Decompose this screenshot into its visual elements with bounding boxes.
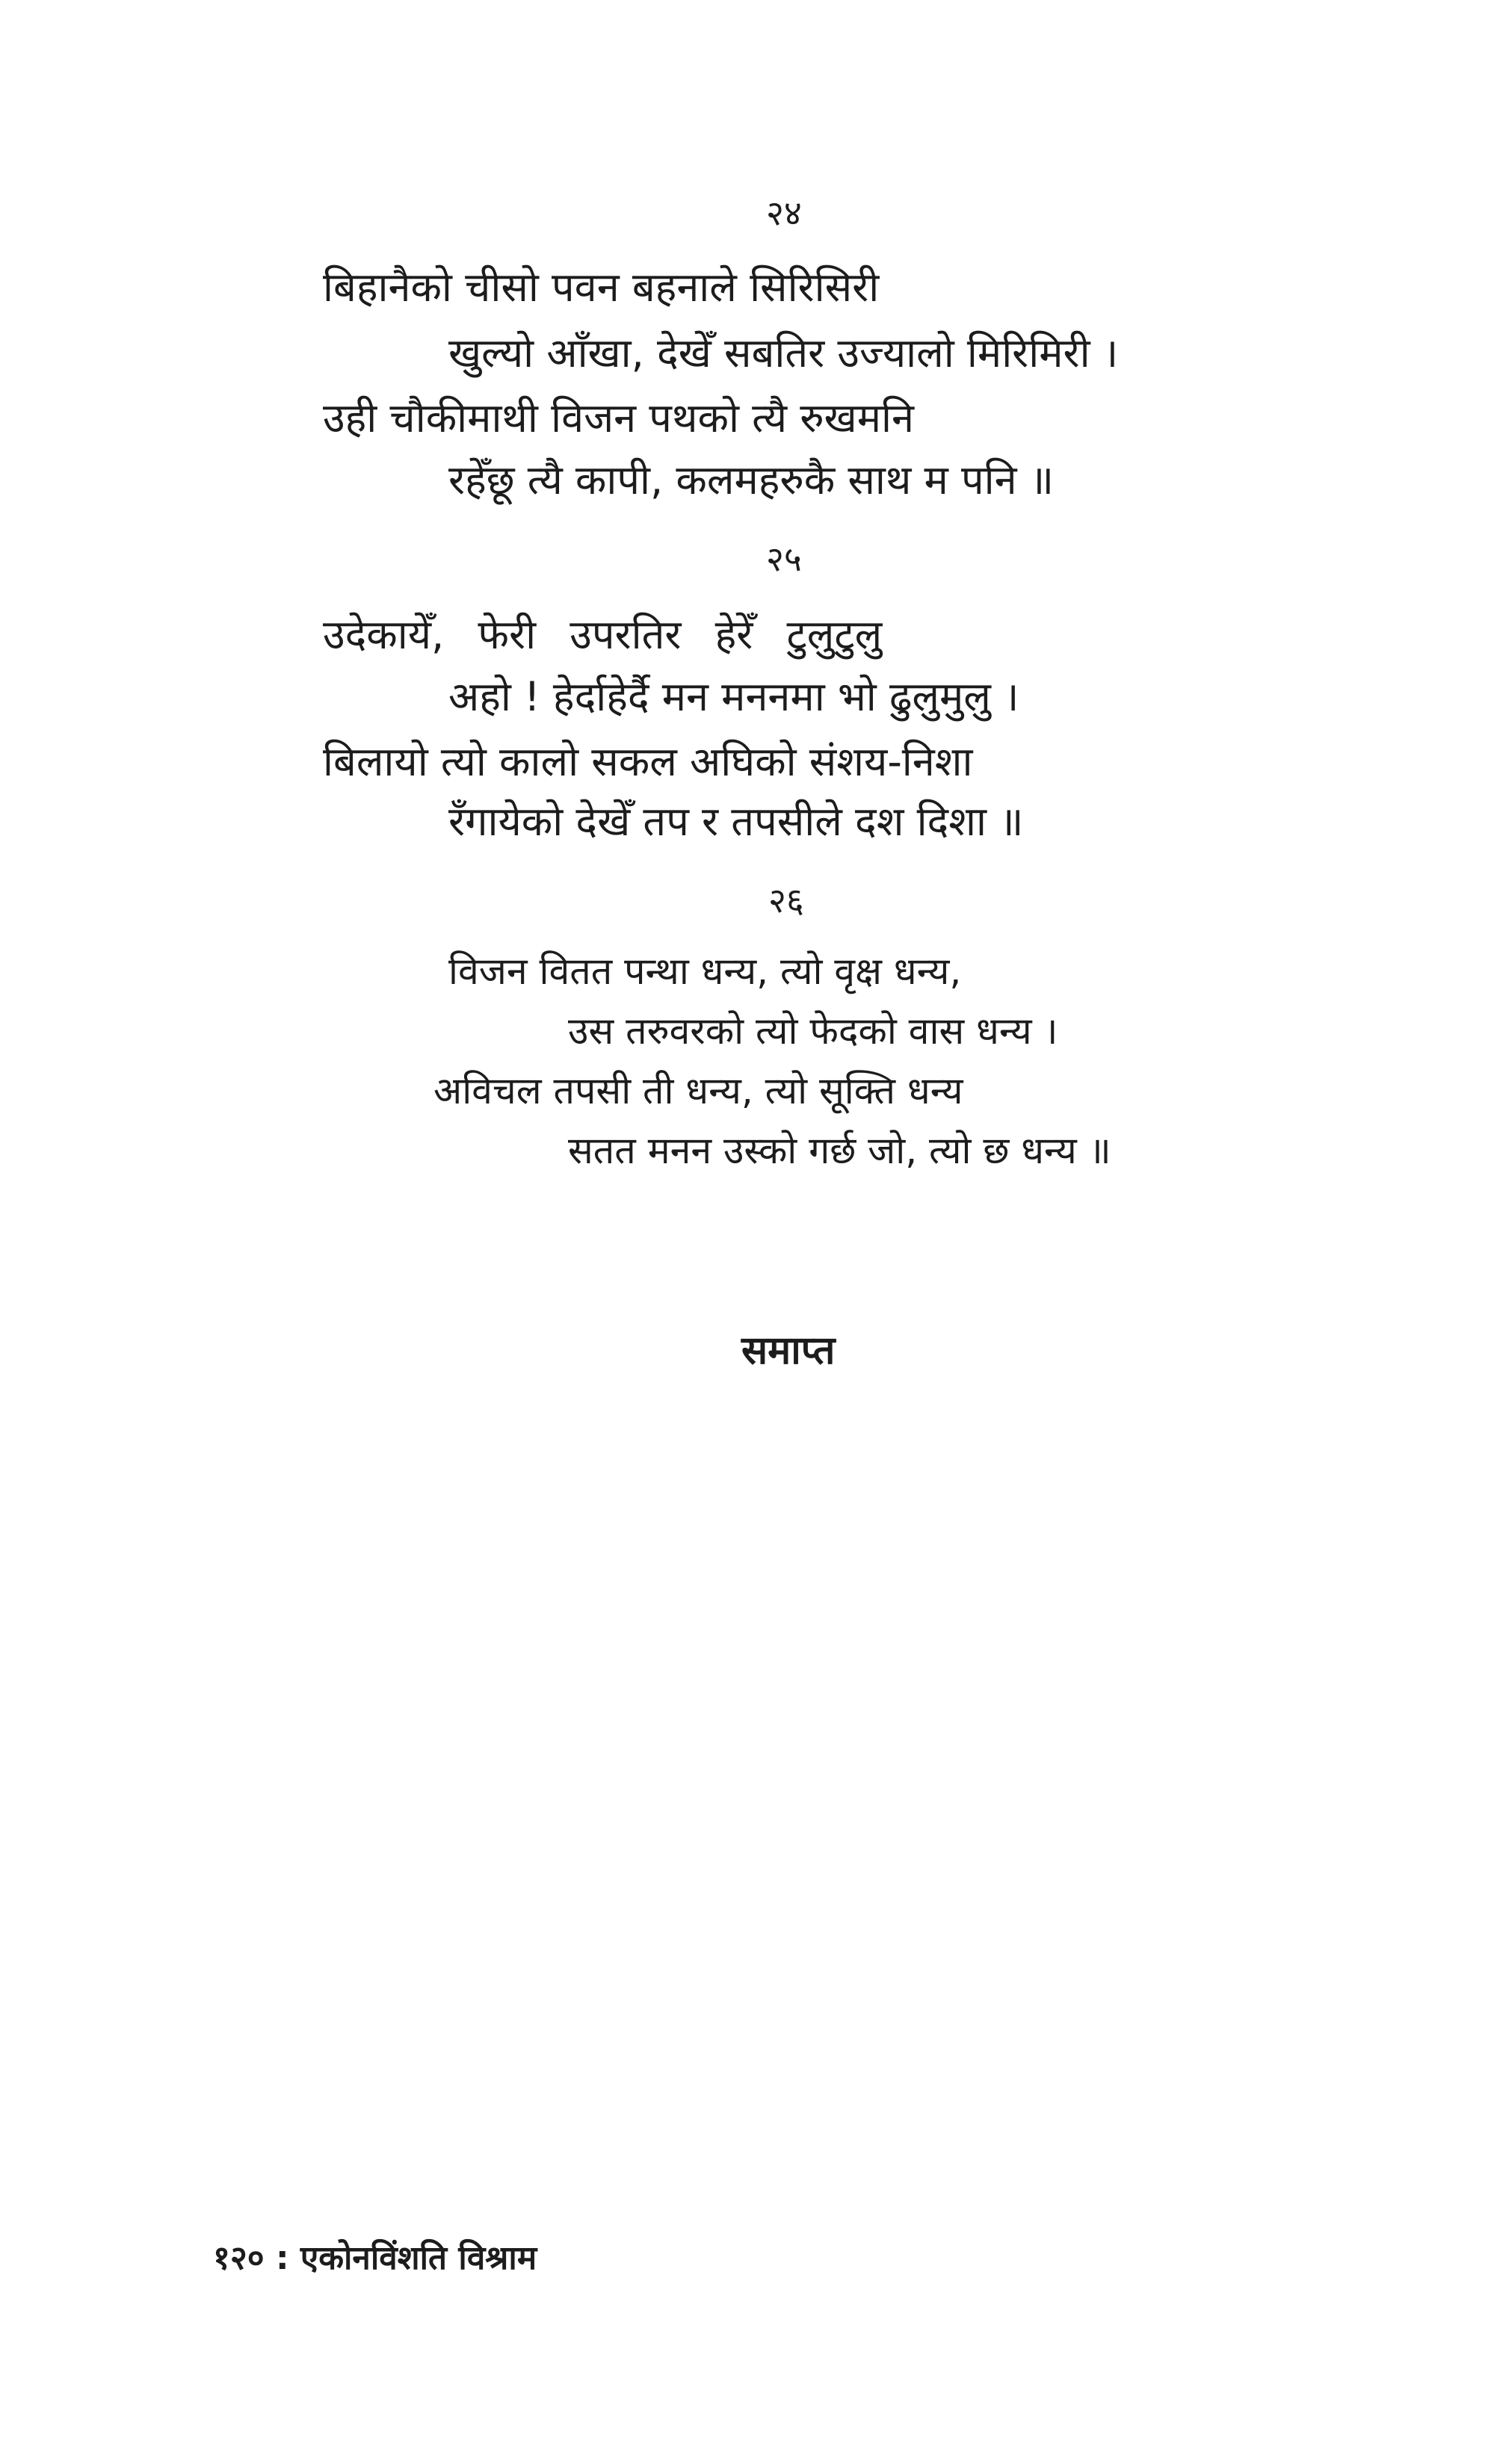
verse-line: विजन वितत पन्था धन्य, त्यो वृक्ष धन्य, [448, 950, 962, 993]
closing-text: समाप्त [741, 1328, 836, 1373]
footer-separator: : [275, 2239, 289, 2277]
verse-line: बिहानैको चीसो पवन बहनाले सिरिसिरी [323, 264, 880, 311]
verse-line: अहो ! हेर्दाहेर्दै मन मननमा भो ढुलुमुलु । [448, 673, 1019, 720]
verse-line: खुल्यो आँखा, देखेँ सबतिर उज्यालो मिरिमिरी । [448, 329, 1119, 377]
verse-number: २६ [768, 880, 804, 920]
verse-number: २४ [766, 193, 802, 233]
verse-line: उही चौकीमाथी विजन पथको त्यै रुखमनि [323, 394, 914, 442]
verse-number: २५ [766, 539, 802, 579]
verse-line: सतत मनन उस्को गर्छ जो, त्यो छ धन्य ॥ [568, 1129, 1111, 1172]
verse-line: रँगायेको देखेँ तप र तपसीले दश दिशा ॥ [448, 798, 1024, 845]
chapter-title: एकोनविंशति विश्राम [300, 2239, 537, 2277]
verse-line: रहेँछू त्यै कापी, कलमहरुकै साथ म पनि ॥ [448, 456, 1055, 504]
verse-line: अविचल तपसी ती धन्य, त्यो सूक्ति धन्य [433, 1069, 963, 1112]
page-number: १२० [213, 2239, 265, 2277]
page-footer [213, 2234, 537, 2279]
verse-line: उस तरुवरको त्यो फेदको वास धन्य । [568, 1009, 1058, 1053]
verse-line: बिलायो त्यो कालो सकल अघिको संशय-निशा [323, 738, 973, 785]
verse-line: उदेकायेँ, फेरी उपरतिर हेरेँ टुलुटुलु [323, 611, 883, 658]
